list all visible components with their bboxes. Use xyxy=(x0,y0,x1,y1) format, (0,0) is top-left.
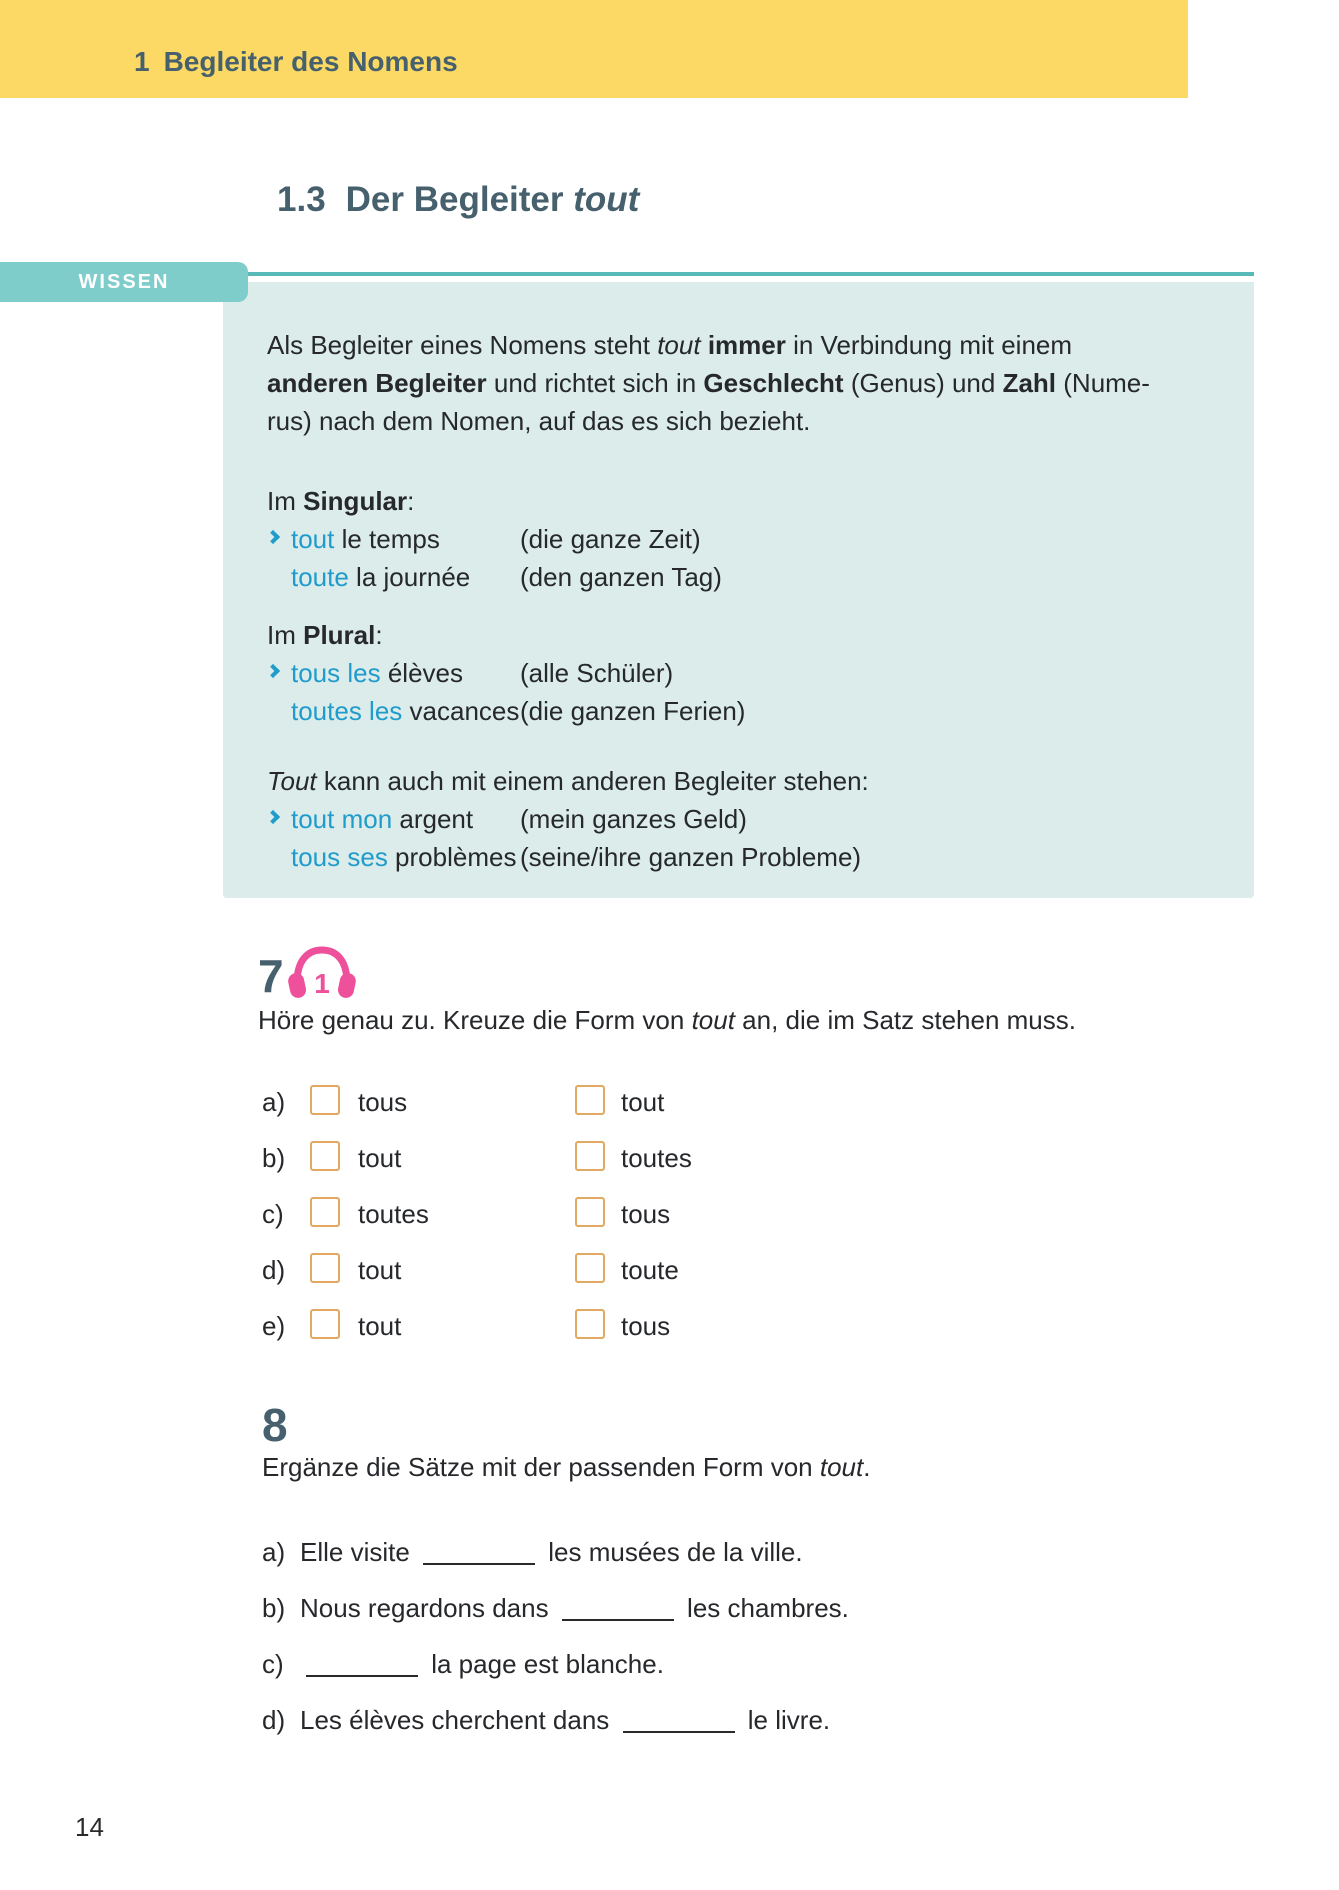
french-phrase: la journée xyxy=(348,562,471,592)
checkbox-b2[interactable] xyxy=(575,1141,605,1171)
sentence-start: Elle visite xyxy=(300,1537,418,1567)
fill-blank-a[interactable] xyxy=(423,1539,535,1565)
item-label: a) xyxy=(262,1087,286,1117)
fill-item-c xyxy=(262,1645,1262,1683)
option-label: tous xyxy=(358,1087,408,1117)
knowledge-intro-paragraph xyxy=(267,326,1227,440)
example-row xyxy=(267,520,1227,558)
german-gloss: (seine/ihre ganzen Probleme) xyxy=(520,842,862,872)
checkbox-item-b xyxy=(262,1139,1062,1177)
fill-blank-d[interactable] xyxy=(623,1707,735,1733)
fill-item-a xyxy=(262,1533,1262,1571)
checkbox-item-d xyxy=(262,1251,1062,1289)
checkbox-item-e xyxy=(262,1307,1062,1345)
german-gloss: (den ganzen Tag) xyxy=(520,562,722,592)
french-keyword: toutes les xyxy=(291,696,403,726)
french-keyword: tout mon xyxy=(291,804,393,834)
intro-text xyxy=(701,330,708,360)
item-label: c) xyxy=(262,1649,284,1679)
checkbox-item-a xyxy=(262,1083,1062,1121)
section-title xyxy=(277,180,639,220)
option-label: tous xyxy=(621,1199,671,1229)
sentence-start: Nous regardons dans xyxy=(300,1593,556,1623)
item-label: d) xyxy=(262,1705,286,1735)
item-label: e) xyxy=(262,1311,286,1341)
item-label: b) xyxy=(262,1143,286,1173)
intro-text: rus) nach dem Nomen, auf das es sich bezieht. xyxy=(267,406,811,436)
other-begleiter-section xyxy=(267,762,1227,876)
item-label: d) xyxy=(262,1255,286,1285)
sentence-end: les chambres. xyxy=(679,1593,849,1623)
option-label: tous xyxy=(621,1311,671,1341)
intro-text: Geschlecht xyxy=(703,368,844,398)
fill-blank-c[interactable] xyxy=(306,1651,418,1677)
exercise-8-number: 8 xyxy=(262,1399,288,1451)
sentence-end: les musées de la ville. xyxy=(541,1537,803,1567)
german-gloss: (die ganzen Ferien) xyxy=(520,696,746,726)
item-label: c) xyxy=(262,1199,284,1229)
box-accent-line xyxy=(230,272,1254,276)
french-keyword: tous les xyxy=(291,658,381,688)
singular-heading: Im Singular: xyxy=(267,486,415,516)
checkbox-d1[interactable] xyxy=(310,1253,340,1283)
sentence-start: Les élèves cherchent dans xyxy=(300,1705,617,1735)
fill-item-d xyxy=(262,1701,1262,1739)
intro-text: anderen Begleiter xyxy=(267,368,487,398)
exercise-8-instruction: Ergänze die Sätze mit der passenden Form von tout. xyxy=(262,1452,871,1482)
example-row xyxy=(267,654,1227,692)
intro-text: in Verbindung mit einem xyxy=(785,330,1073,360)
knowledge-box xyxy=(223,282,1254,898)
option-label: tout xyxy=(358,1255,402,1285)
french-phrase: élèves xyxy=(380,658,463,688)
checkbox-e2[interactable] xyxy=(575,1309,605,1339)
intro-text: tout xyxy=(657,330,701,360)
page-number: 14 xyxy=(75,1812,104,1842)
checkbox-a2[interactable] xyxy=(575,1085,605,1115)
intro-text: (Nume- xyxy=(1056,368,1150,398)
option-label: toute xyxy=(621,1255,679,1285)
checkbox-e1[interactable] xyxy=(310,1309,340,1339)
fill-item-b xyxy=(262,1589,1262,1627)
chapter-number: 1 xyxy=(134,46,150,77)
fill-blank-b[interactable] xyxy=(562,1595,674,1621)
example-row xyxy=(267,558,1227,596)
sentence-end: la page est blanche. xyxy=(424,1649,664,1679)
option-label: tout xyxy=(621,1087,665,1117)
plural-heading: Im Plural: xyxy=(267,620,383,650)
audio-track-number: 1 xyxy=(314,968,330,999)
chevron-bullet-icon xyxy=(266,530,280,544)
checkbox-c1[interactable] xyxy=(310,1197,340,1227)
section-emphasis: tout xyxy=(573,180,640,219)
chapter-heading xyxy=(134,46,458,78)
sentence-end: le livre. xyxy=(740,1705,831,1735)
intro-text: immer xyxy=(707,330,786,360)
chevron-bullet-icon xyxy=(266,810,280,824)
french-phrase: vacances xyxy=(402,696,520,726)
intro-text: Zahl xyxy=(1002,368,1057,398)
french-keyword: tout xyxy=(291,524,335,554)
chapter-title: Begleiter des Nomens xyxy=(163,46,458,77)
german-gloss: (alle Schüler) xyxy=(520,658,674,688)
example-row xyxy=(267,692,1227,730)
french-phrase: argent xyxy=(392,804,474,834)
section-number: 1.3 xyxy=(277,180,326,219)
intro-text: (Genus) und xyxy=(843,368,1003,398)
example-row xyxy=(267,800,1227,838)
wissen-tab xyxy=(0,262,248,302)
french-keyword: tous ses xyxy=(291,842,388,872)
section-label: Der Begleiter xyxy=(345,180,564,219)
exercise-7-number: 7 xyxy=(258,950,284,1002)
french-phrase: le temps xyxy=(334,524,440,554)
checkbox-c2[interactable] xyxy=(575,1197,605,1227)
french-keyword: toute xyxy=(291,562,349,592)
headphones-icon xyxy=(287,943,357,1006)
checkbox-item-c xyxy=(262,1195,1062,1233)
plural-section xyxy=(267,616,1227,730)
wissen-label: WISSEN xyxy=(78,270,170,293)
other-heading: Tout kann auch mit einem anderen Begleiter stehen: xyxy=(267,766,869,796)
option-label: tout xyxy=(358,1311,402,1341)
chevron-bullet-icon xyxy=(266,664,280,678)
option-label: toutes xyxy=(358,1199,429,1229)
option-label: toutes xyxy=(621,1143,692,1173)
singular-section xyxy=(267,482,1227,596)
french-phrase: problèmes xyxy=(387,842,517,872)
intro-text: Als Begleiter eines Nomens steht xyxy=(267,330,658,360)
exercise-7-instruction: Höre genau zu. Kreuze die Form von tout an, die im Satz stehen muss. xyxy=(258,1005,1076,1035)
item-label: a) xyxy=(262,1537,286,1567)
checkbox-a1[interactable] xyxy=(310,1085,340,1115)
german-gloss: (mein ganzes Geld) xyxy=(520,804,747,834)
option-label: tout xyxy=(358,1143,402,1173)
intro-text: und richtet sich in xyxy=(486,368,704,398)
item-label: b) xyxy=(262,1593,286,1623)
example-row xyxy=(267,838,1227,876)
checkbox-b1[interactable] xyxy=(310,1141,340,1171)
checkbox-d2[interactable] xyxy=(575,1253,605,1283)
german-gloss: (die ganze Zeit) xyxy=(520,524,701,554)
